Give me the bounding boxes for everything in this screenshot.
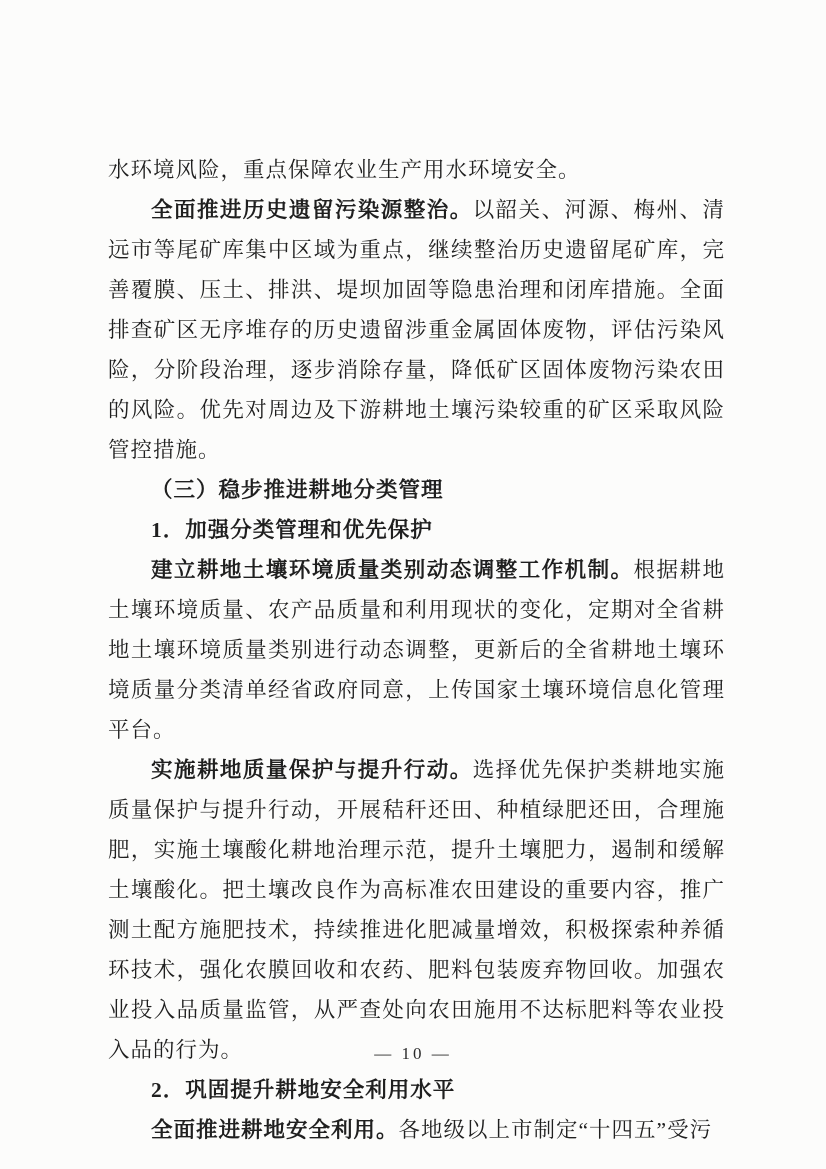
text-run: 以韶关、河源、梅州、清远市等尾矿库集中区域为重点，继续整治历史遗留尾矿库，完善覆膜、压土、排洪、堤坝加固等隐患治理和闭库措施。全面排查矿区无序堆存的历史遗留涉重金属固体废物，评估污染风险，分阶段治理，逐步消除存量，降低矿区固体废物污染农田的风险。优先对周边及下游耕地土壤污染较重的矿区采取风险管控措施。	[108, 198, 725, 462]
emphasis-run: 全面推进历史遗留污染源整治。	[151, 198, 473, 222]
section-heading	[108, 510, 725, 550]
text-run: 选择优先保护类耕地实施质量保护与提升行动，开展秸秆还田、种植绿肥还田，合理施肥，实施土壤酸化耕地治理示范，提升土壤肥力，遏制和缓解土壤酸化。把土壤改良作为高标准农田建设的重要内容，推广测土配方施肥技术，持续推进化肥减量增效，积极探索种养循环技术，强化农膜回收和农药、肥料包装废弃物回收。加强农业投入品质量监管，从严查处向农田施用不达标肥料等农业投入品的行为。	[108, 758, 725, 1062]
body-paragraph	[108, 750, 725, 1070]
body-paragraph	[108, 1110, 725, 1150]
page-number: — 10 —	[374, 1044, 452, 1063]
section-heading	[108, 1070, 725, 1110]
text-run: 水环境风险，重点保障农业生产用水环境安全。	[108, 158, 581, 182]
body-paragraph	[108, 150, 725, 190]
page-footer	[0, 1042, 826, 1066]
emphasis-run: 建立耕地土壤环境质量类别动态调整工作机制。	[151, 558, 634, 582]
emphasis-run: 2．巩固提升耕地安全利用水平	[151, 1078, 456, 1102]
text-run: 各地级以上市制定“十四五”受污	[398, 1118, 713, 1142]
text-run: 根据耕地土壤环境质量、农产品质量和利用现状的变化，定期对全省耕地土壤环境质量类别进行动态调整，更新后的全省耕地土壤环境质量分类清单经省政府同意，上传国家土壤环境信息化管理平台。	[108, 558, 725, 742]
emphasis-run: 全面推进耕地安全利用。	[151, 1118, 399, 1142]
section-heading	[108, 470, 725, 510]
document-body	[108, 150, 725, 1150]
body-paragraph	[108, 190, 725, 470]
emphasis-run: （三）稳步推进耕地分类管理	[151, 478, 444, 502]
body-paragraph	[108, 550, 725, 750]
emphasis-run: 1．加强分类管理和优先保护	[151, 518, 433, 542]
emphasis-run: 实施耕地质量保护与提升行动。	[151, 758, 473, 782]
